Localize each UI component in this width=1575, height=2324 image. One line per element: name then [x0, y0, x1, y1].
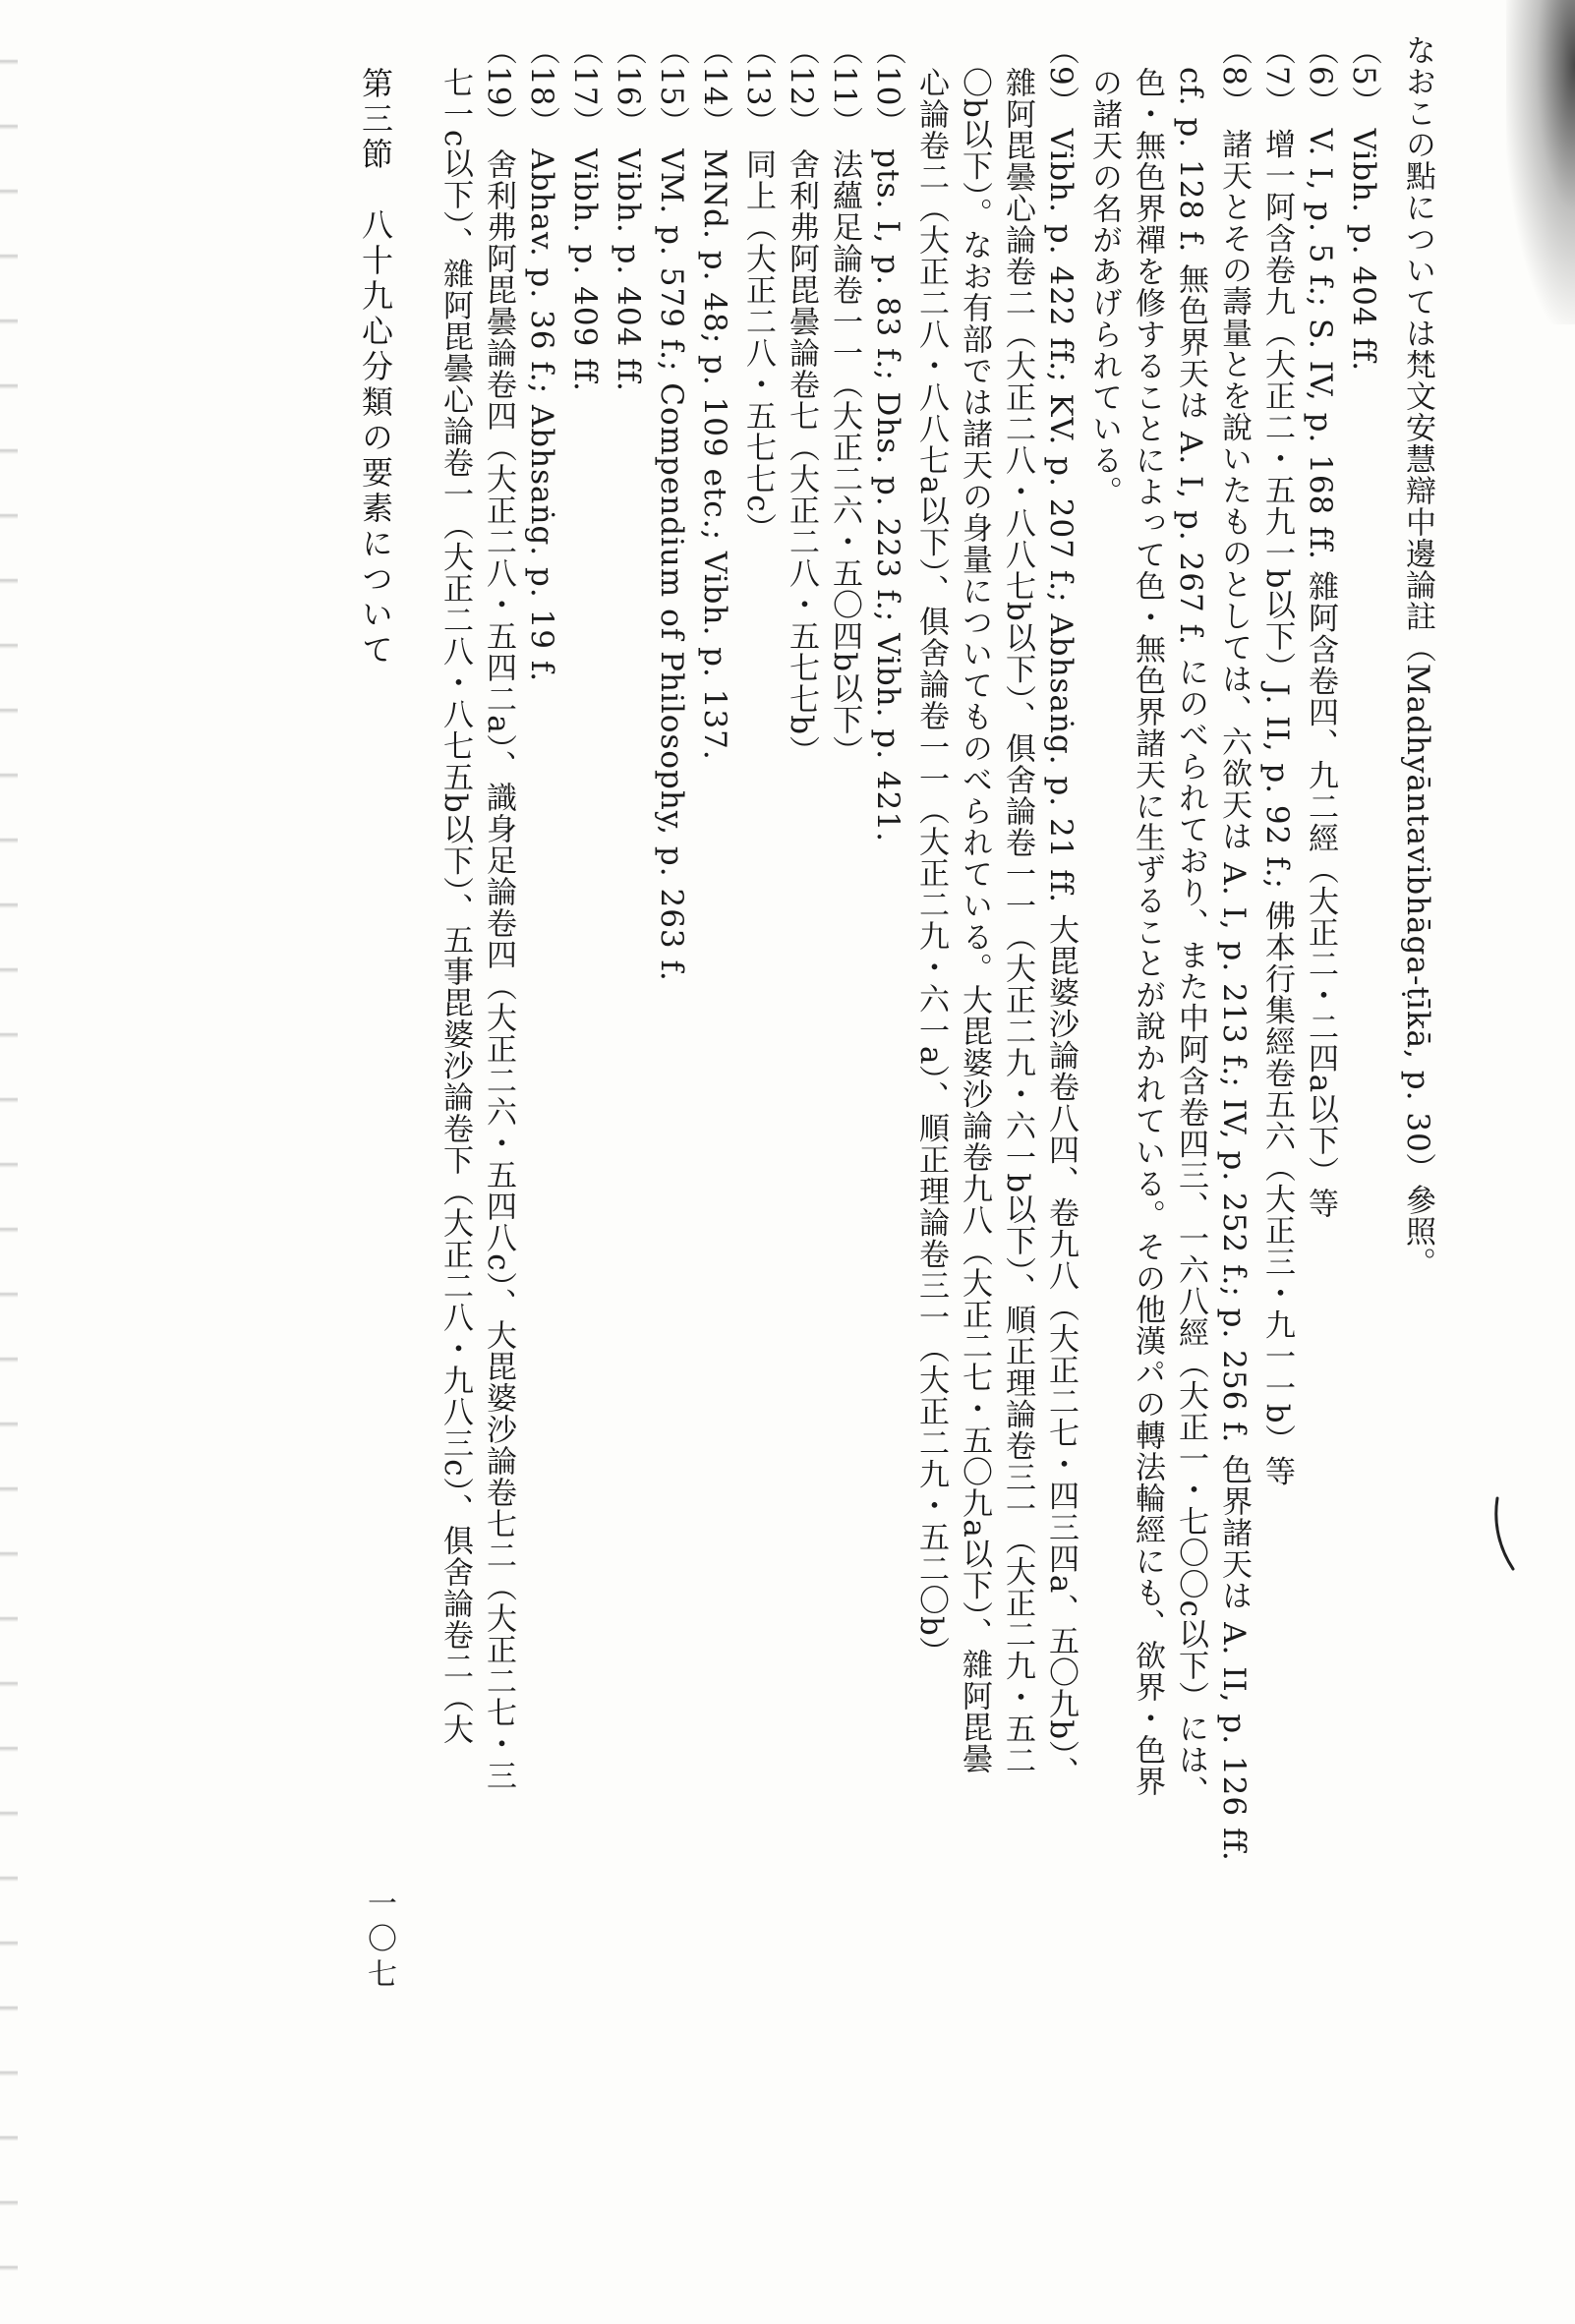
note-9-cont-3: 心論卷二（大正二八・八八七a以下）、俱舍論卷一一（大正二九・六一a）、順正理論卷三一（大正二九・五二〇b） — [913, 67, 949, 1668]
note-7: （7） 增一阿含卷九（大正二・五九一b以下）J. II, p. 92 f.; 佛本行集經卷五六（大正三・九一一b）等 — [1259, 34, 1295, 1487]
note-13: （13） 同上（大正二八・五七七c） — [740, 34, 776, 545]
note-17: （17） Vibh. p. 409 ff. — [567, 34, 603, 392]
note-16: （16） Vibh. p. 404 ff. — [611, 34, 646, 392]
scan-edge-specks — [0, 0, 18, 2324]
note-9-cont-2: 〇b以下）。なお有部では諸天の身量についてものべられている。大毘婆沙論卷九八（大正二七・五〇九a以下）、雜阿毘曇 — [957, 67, 992, 1775]
note-8-cont-1: cf. p. 128 f. 無色界天は A. I, p. 267 f. にのべられており、また中阿含卷四三、一六八經（大正一・七〇〇c以下）には、 — [1173, 67, 1208, 1808]
note-8: （8） 諸天とその壽量とを說いたものとしては、六欲天は A. I, p. 213 f.; IV, p. 252 f.; p. 256 f. 色界諸天は A. II, p. 126 ff. — [1216, 34, 1252, 1862]
note-11: （11） 法蘊足論卷一一（大正二六・五〇四b以下） — [827, 34, 862, 768]
note-10: （10） pts. I, p. 83 f.; Dhs. p. 223 f.; Vibh. p. 421. — [870, 34, 905, 842]
note-9: （9） Vibh. p. 422 ff.; KV. p. 207 f.; Abhsaṅg. p. 21 ff. 大毘婆沙論卷八四、卷九八（大正二七・四三四a、五〇九b）、 — [1043, 34, 1079, 1788]
note-19-cont-1: 七一c以下）、雜阿毘曇心論卷一（大正二八・八七五b以下）、五事毘婆沙論卷下（大正二八・九八三c）、俱舍論卷二（大 — [438, 67, 473, 1746]
note-19: （19） 舍利弗阿毘曇論卷四（大正二八・五四二a）、識身足論卷四（大正二六・五四八c）、大毘婆沙論卷七二（大正二七・三 — [481, 34, 516, 1792]
scan-corner-shadow — [1506, 0, 1575, 324]
scan-stroke-mark — [1489, 1494, 1519, 1573]
text-column-1: なおこの點については梵文安慧辯中邊論註（Madhyāntavibhāga-ṭīkā, p. 30）參照。 — [1400, 34, 1435, 1279]
note-14: （14） MNd. p. 48; p. 109 etc.; Vibh. p. 137. — [697, 34, 732, 761]
page-number: 一〇七 — [362, 1888, 396, 1994]
note-5: （5） Vibh. p. 404 ff. — [1346, 34, 1381, 373]
note-8-cont-2: 色・無色界禪を修することによって色・無色界諸天に生ずることが說かれている。その他漢パの轉法輪經にも、欲界・色界 — [1130, 67, 1165, 1797]
section-heading: 第三節 八十九心分類の要素について — [357, 67, 394, 668]
note-15: （15） VM. p. 579 f.; Compendium of Philosophy, p. 263 f. — [654, 34, 689, 982]
note-12: （12） 舍利弗阿毘曇論卷七（大正二八・五七七b） — [784, 34, 819, 768]
note-6: （6） V. I, p. 5 f.; S. IV, p. 168 ff. 雜阿含卷四、九二經（大正二・二四a以下）等 — [1303, 34, 1338, 1220]
note-18: （18） Abhav. p. 36 f.; Abhsaṅg. p. 19 f. — [524, 34, 559, 683]
note-8-cont-3: の諸天の名があげられている。 — [1086, 67, 1122, 507]
note-9-cont-1: 雜阿毘曇心論卷二（大正二八・八八七b以下）、俱舍論卷一一（大正二九・六一b以下）、順正理論卷三一（大正二九・五二 — [1000, 67, 1035, 1776]
